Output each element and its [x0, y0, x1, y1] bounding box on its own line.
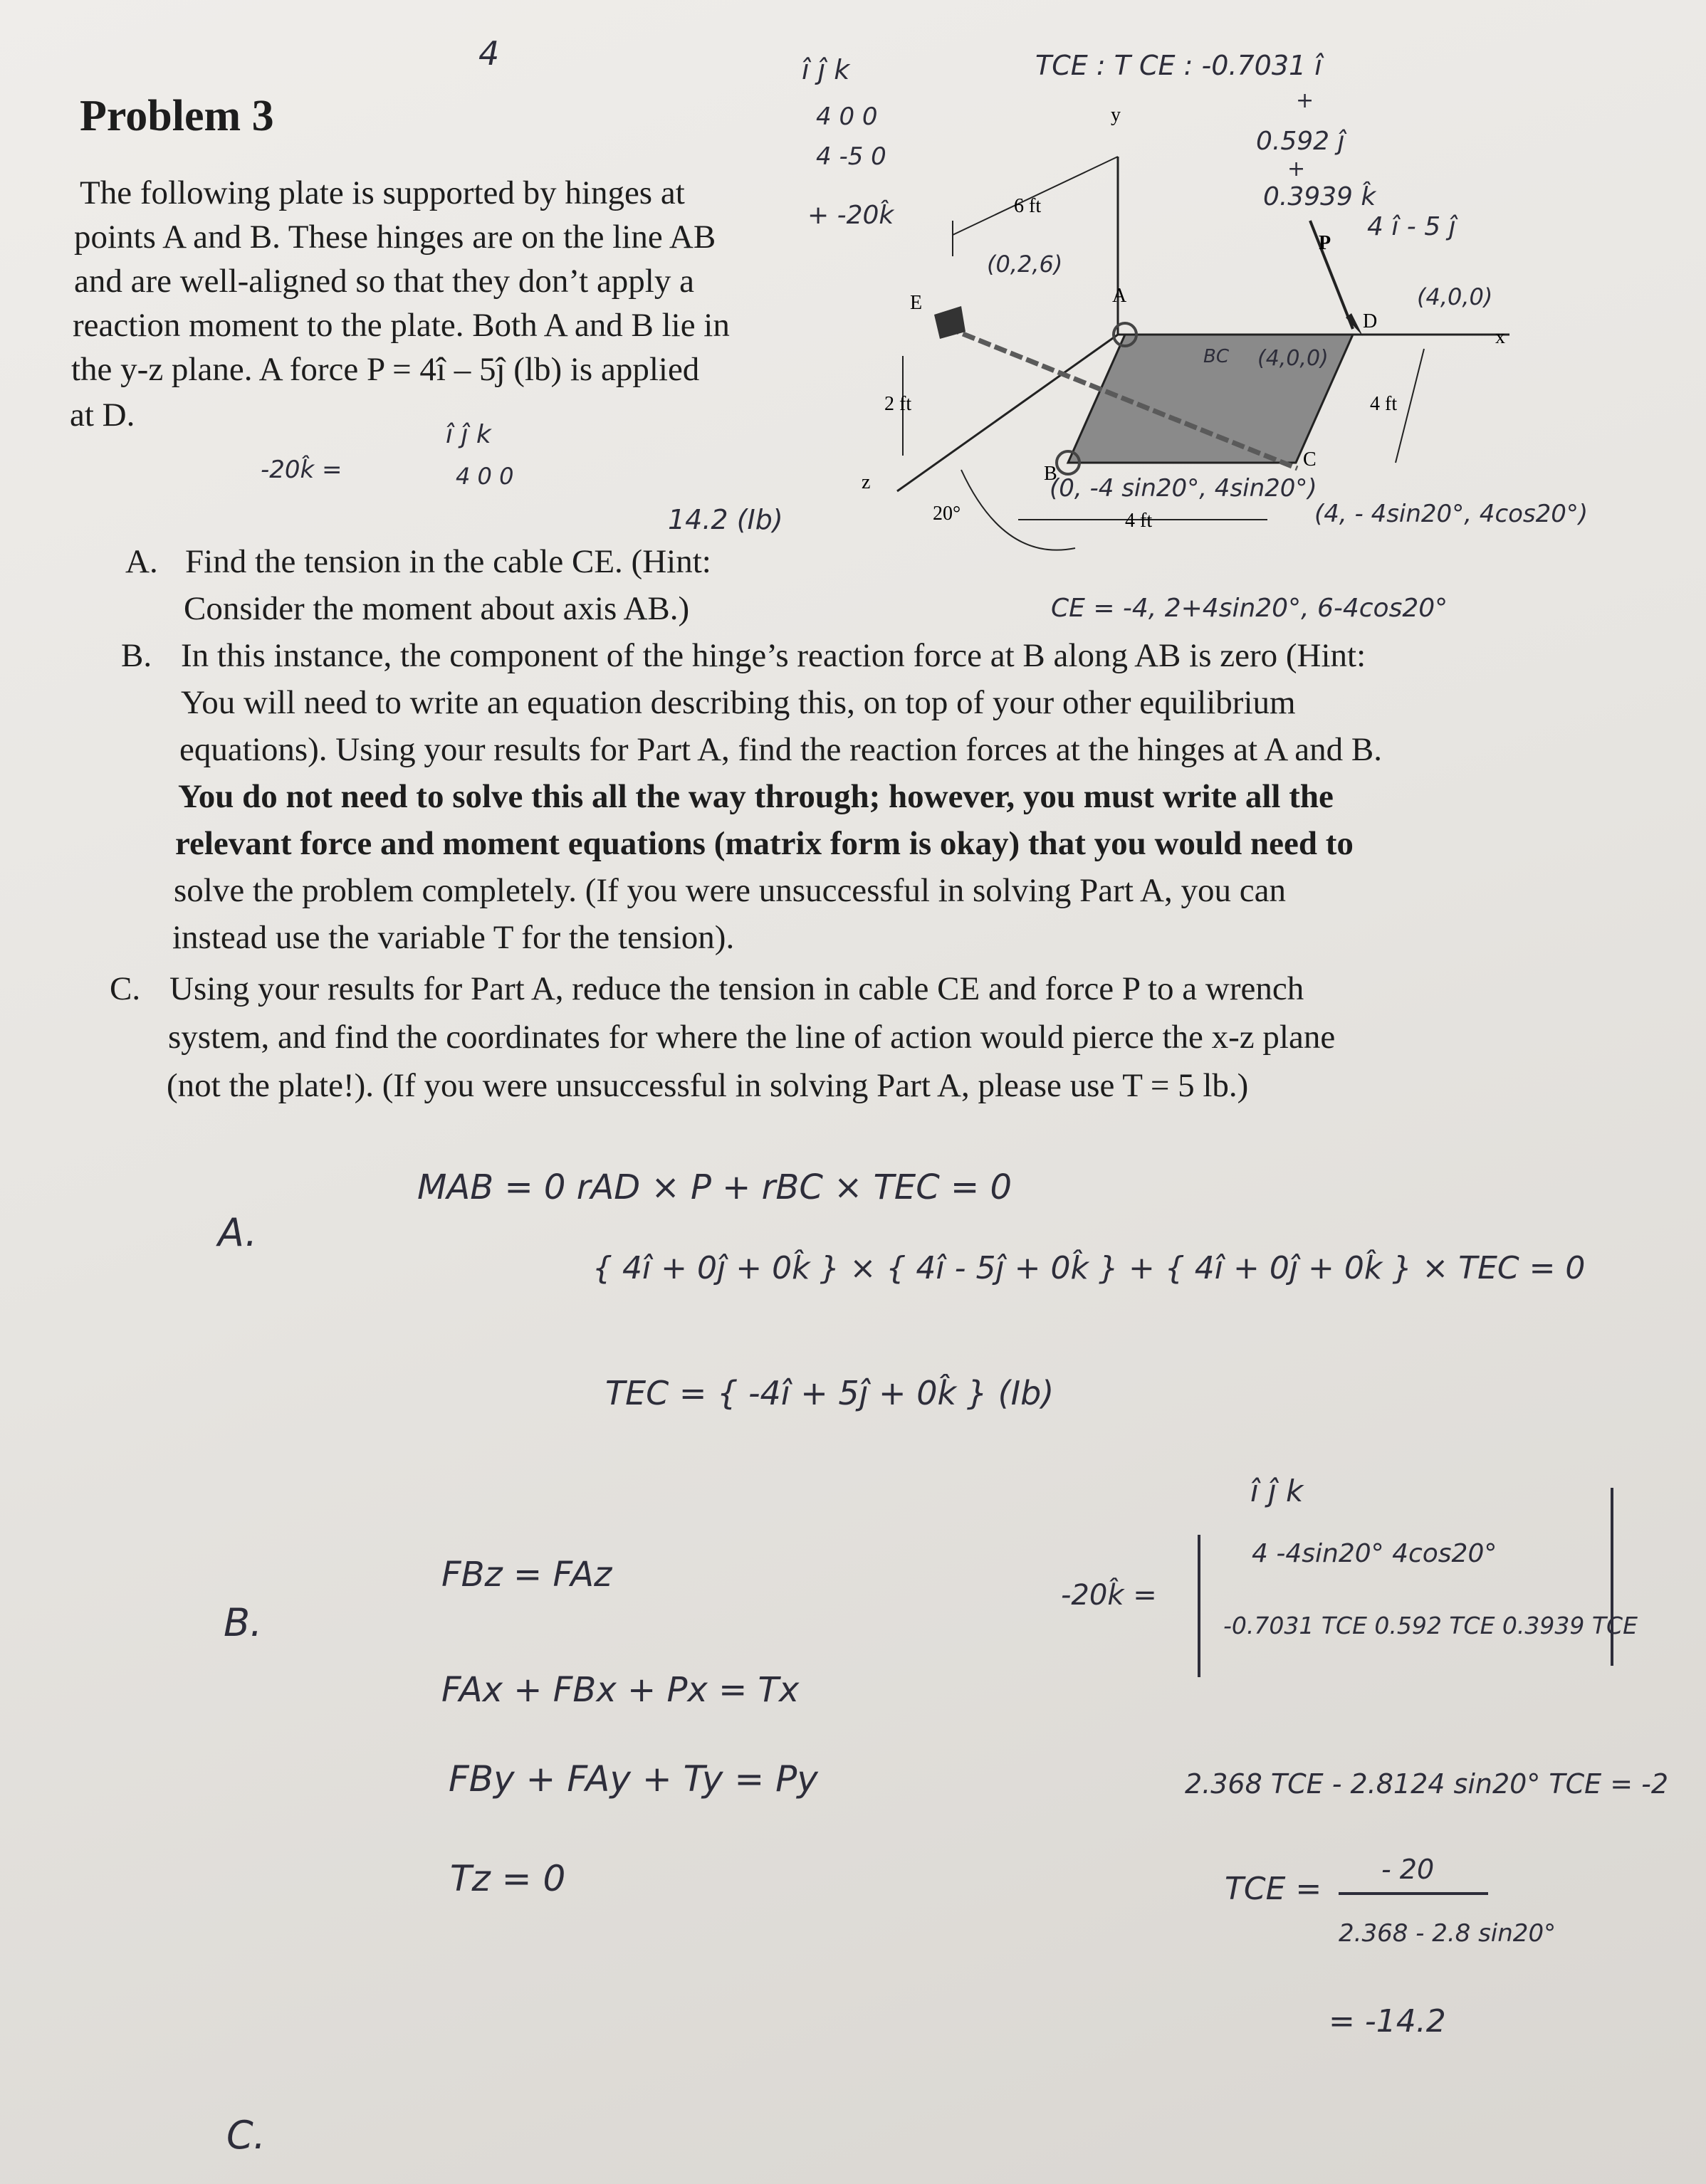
- point-e-label: E: [910, 292, 923, 314]
- work-b-eq4: Tz = 0: [450, 1858, 566, 1899]
- note-coord-e: (0,2,6): [987, 251, 1063, 278]
- note-coord-d: (4,0,0): [1417, 283, 1493, 310]
- y-axis-label: y: [1111, 104, 1121, 126]
- force-p-arrowhead: [1346, 313, 1363, 336]
- work-det-row3: -0.7031 TCE 0.592 TCE 0.3939 TCE: [1223, 1612, 1638, 1639]
- note-p-vector: 4 î - 5 ĵ: [1367, 212, 1456, 241]
- fraction-bar: [1339, 1892, 1488, 1895]
- intro-line: the y-z plane. A force P = 4î – 5ĵ (lb) is applied: [71, 351, 700, 388]
- question-b-line: You do not need to solve this all the way through; however, you must write all the: [178, 778, 1334, 815]
- note-matrix-row2: 4 0 0: [816, 103, 878, 131]
- point-d-label: D: [1363, 310, 1378, 332]
- note-coord-c: (4,0,0): [1257, 346, 1329, 371]
- work-b-eq1: FBz = FAz: [441, 1555, 612, 1595]
- note-tce-plus: +: [1287, 157, 1306, 182]
- note-tce: TCE : T CE : -0.7031 î: [1035, 50, 1322, 81]
- e-bracket: [934, 306, 965, 339]
- work-frac-num: - 20: [1381, 1854, 1435, 1885]
- dim-label-2ft: 2 ft: [884, 393, 912, 415]
- force-p-arrow: [1310, 221, 1353, 329]
- angle-label: 20°: [933, 503, 961, 525]
- z-axis-label: z: [862, 471, 871, 493]
- question-b-letter: B.: [121, 637, 152, 674]
- corner-mark: 4: [478, 34, 500, 73]
- work-det-lhs: -20k̂ =: [1061, 1579, 1157, 1612]
- intro-line: The following plate is supported by hinges at: [80, 174, 685, 211]
- point-b-label: B: [1044, 463, 1057, 485]
- intro-line: at D.: [70, 397, 135, 434]
- question-c-line: system, and find the coordinates for where the line of action would pierce the x-z plane: [168, 1019, 1336, 1056]
- note-left-matrix-row1: î ĵ k: [446, 420, 491, 449]
- question-a-line: Find the tension in the cable CE. (Hint:: [185, 543, 711, 580]
- note-neg20k: -20k̂ =: [261, 456, 342, 484]
- dim-label-4ft-right: 4 ft: [1370, 393, 1398, 415]
- intro-line: reaction moment to the plate. Both A and B lie in: [73, 307, 730, 344]
- force-p-label: P: [1319, 232, 1331, 254]
- point-a-label: A: [1112, 285, 1127, 307]
- work-b-eq3: FBy + FAy + Ty = Py: [449, 1758, 818, 1800]
- intro-line: points A and B. These hinges are on the line AB: [74, 219, 716, 256]
- note-matrix-row1: î ĵ k: [802, 54, 850, 85]
- question-b-line: relevant force and moment equations (matrix form is okay) that you would need to: [175, 825, 1354, 862]
- note-left-matrix-row2: 4 0 0: [456, 463, 514, 490]
- question-a-line: Consider the moment about axis AB.): [184, 590, 690, 627]
- question-b-line: You will need to write an equation describing this, on top of your other equilibrium: [181, 684, 1296, 721]
- question-c-line: Using your results for Part A, reduce the tension in cable CE and force P to a wrench: [169, 970, 1304, 1007]
- dim-line-4ft-right: [1396, 349, 1424, 463]
- question-a-letter: A.: [125, 543, 158, 580]
- dim-label-6ft: 6 ft: [1014, 195, 1042, 217]
- note-tension-guess: 14.2 (Ib): [668, 504, 783, 535]
- note-matrix-row3: 4 -5 0: [816, 142, 886, 171]
- question-b-line: instead use the variable T for the tension).: [172, 919, 735, 956]
- note-tce-j: 0.592 ĵ: [1256, 127, 1345, 156]
- work-det-row1: î ĵ k: [1250, 1474, 1304, 1508]
- note-matrix-suffix: + -20k̂: [807, 201, 894, 230]
- note-coord-c2: (4, - 4sin20°, 4cos20°): [1314, 500, 1589, 528]
- note-coord-b: (0, -4 sin20°, 4sin20°): [1050, 474, 1317, 503]
- work-frac-den: 2.368 - 2.8 sin20°: [1339, 1919, 1556, 1948]
- det-bar-left: [1198, 1535, 1200, 1677]
- note-bc-label: BC: [1203, 346, 1229, 367]
- work-det-row2: 4 -4sin20° 4cos20°: [1252, 1539, 1497, 1568]
- problem-title: Problem 3: [80, 92, 274, 140]
- work-c-label: C.: [226, 2113, 266, 2158]
- work-result: = -14.2: [1329, 2003, 1446, 2039]
- work-a-line1: MAB = 0 rAD × P + rBC × TEC = 0: [417, 1167, 1012, 1207]
- note-tce-plus: +: [1296, 88, 1314, 113]
- work-a-label: A.: [218, 1210, 258, 1255]
- note-ce-vector: CE = -4, 2+4sin20°, 6-4cos20°: [1051, 594, 1448, 623]
- x-axis-label: x: [1495, 326, 1505, 348]
- dim-label-4ft-bottom: 4 ft: [1125, 510, 1153, 532]
- work-b-label: B.: [224, 1600, 263, 1645]
- intro-line: and are well-aligned so that they don’t apply a: [74, 263, 694, 300]
- point-c-label: C: [1303, 448, 1317, 471]
- question-c-letter: C.: [110, 970, 141, 1007]
- question-b-line: solve the problem completely. (If you were unsuccessful in solving Part A, you can: [174, 872, 1286, 909]
- z-axis-line: [897, 335, 1118, 491]
- note-tce-k: 0.3939 k̂: [1263, 182, 1376, 211]
- work-b-eq2: FAx + FBx + Px = Tx: [441, 1670, 800, 1710]
- work-tce-lhs: TCE =: [1225, 1871, 1322, 1907]
- question-c-line: (not the plate!). (If you were unsuccessful in solving Part A, please use T = 5 lb.): [167, 1067, 1249, 1104]
- work-a-line2: { 4î + 0ĵ + 0k̂ } × { 4î - 5ĵ + 0k̂ } + { 4î + 0ĵ + 0k̂ } × TEC = 0: [592, 1250, 1586, 1286]
- work-expand: 2.368 TCE - 2.8124 sin20° TCE = -2: [1185, 1768, 1669, 1800]
- work-a-line3: TEC = { -4î + 5ĵ + 0k̂ } (Ib): [605, 1374, 1055, 1412]
- question-b-line: In this instance, the component of the hinge’s reaction force at B along AB is zero (Hint:: [181, 637, 1366, 674]
- question-b-line: equations). Using your results for Part A, find the reaction forces at the hinges at A and B.: [179, 731, 1383, 768]
